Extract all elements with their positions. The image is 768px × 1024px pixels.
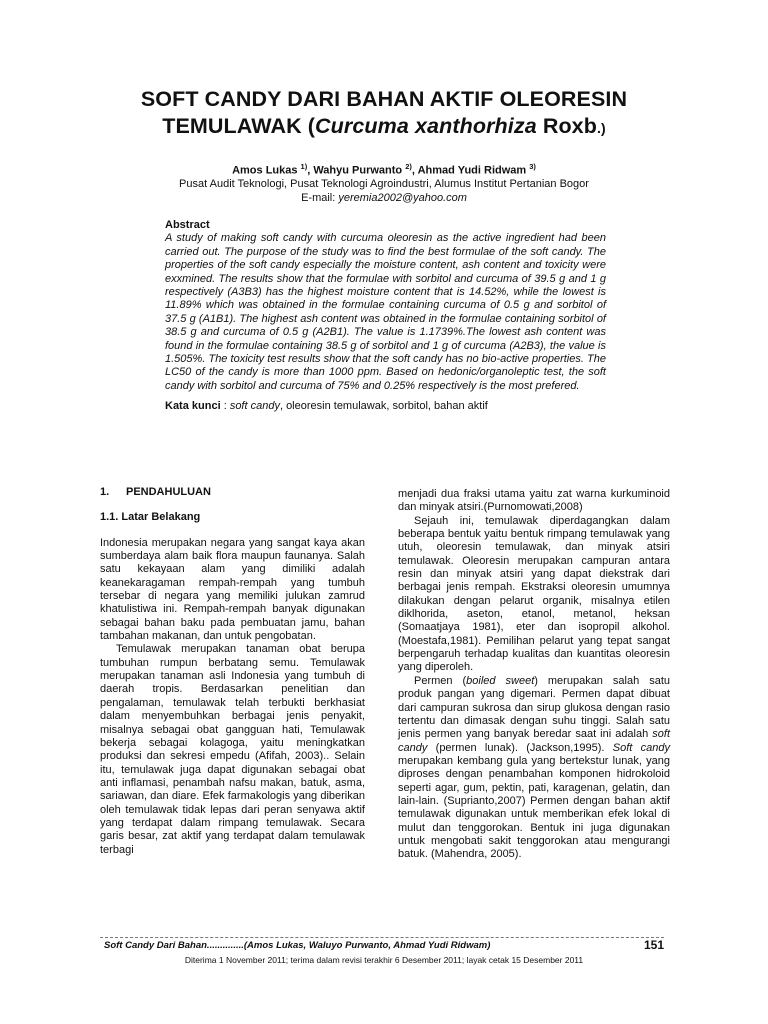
- author-3-mark: 3): [529, 162, 536, 171]
- keywords-label: Kata kunci: [165, 400, 221, 413]
- footer-divider: [100, 937, 664, 938]
- paragraph: Indonesia merupakan negara yang sangat kaya akan sumberdaya alam baik flora maupun faunanya. Salah satu kekayaan alam yang dimiliki adalah keanekaragaman rempah-rempah yang tumbuh tersebar di negara yang memiliki julukan zamrud khatulistiwa ini. Rempah-rempah banyak digunakan sebagai bahan baku pada pembuatan jamu, bahan tambahan makanan, dan untuk pengobatan.: [100, 536, 365, 643]
- page-number: 151: [643, 938, 664, 952]
- received-note: Diterima 1 November 2011; terima dalam revisi terakhir 6 Desember 2011; layak cetak 15 Desember 2011: [184, 955, 584, 965]
- author-list: [60, 160, 708, 178]
- title-line-1: SOFT CANDY DARI BAHAN AKTIF OLEORESIN: [140, 87, 628, 111]
- running-title: Soft Candy Dari Bahan..............(Amos Lukas, Waluyo Purwanto, Ahmad Yudi Ridwam): [104, 940, 491, 951]
- email-address: yeremia2002@yahoo.com: [338, 192, 467, 204]
- italic-term: soft candy: [398, 728, 670, 754]
- author-3: , Ahmad Yudi Ridwam: [411, 164, 530, 177]
- abstract-heading: Abstract: [165, 219, 210, 231]
- affiliation-block: [60, 177, 708, 205]
- section-title: PENDAHULUAN: [126, 486, 211, 498]
- paragraph-text: ) merupakan salah satu produk pangan yang digemari. Permen dapat dibuat dari campuran sukrosa dan sirup glukosa dengan rasio tertentu dan dimasak dengan suhu tinggi. Salah satu jenis permen yang banyak beredar saat ini adalah: [398, 674, 670, 741]
- title-line-2: [60, 113, 708, 142]
- section-number: 1.: [100, 486, 110, 498]
- paragraph: menjadi dua fraksi utama yaitu zat warna kurkuminoid dan minyak atsiri.(Purnomowati,2008): [398, 488, 670, 514]
- abstract-text: A study of making soft candy with curcuma oleoresin as the active ingredient had been carried out. The purpose of the study was to find the best formulae of the soft candy. The properties of the soft candy especially the moisture content, ash content and toxicity were exxmined. The results show that the formulae with sorbitol and curcuma of 39.5 g and 1 g respectively (A3B3) has the highest moisture content that is 14.52%, while the lowest is 11.89% which was obtained in the formulae containing curcuma of 0.5 g and sorbitol of 37.5 g (A1B1). The highest ash content was obtained in the formulae containing sorbitol of 38.5 g and curcuma of 0.5 g (A2B1). The value is 1.1739%.The lowest ash content was found in the formulae containing 38.5 g of sorbitol and 1 g of curcuma (A2B3), the value is 1.505%. The toxicity test results show that the soft candy has no bio-active properties. The LC50 of the candy is more than 1000 ppm. Based on hedonic/organoleptic test, the soft candy with sorbitol and curcuma of 75% and 0.25% respectively is the most prefered.: [165, 232, 606, 392]
- italic-term: boiled sweet: [466, 674, 535, 687]
- keywords-separator: :: [220, 400, 230, 413]
- right-column: [398, 488, 670, 862]
- title-line-2-start: TEMULAWAK (: [162, 114, 316, 138]
- abstract-section: [165, 219, 606, 414]
- italic-term: Soft candy: [612, 741, 670, 754]
- author-2-mark: 2): [405, 162, 412, 171]
- title-closing: .): [596, 120, 606, 136]
- paragraph-text: merupakan kembang gula yang bertekstur lunak, yang diproses dengan penambahan komponen hidrokoloid seperti agar, gum, pektin, pati, karagenan, gelatin, dan lain-lain. (Suprianto,2007) Permen dengan bahan aktif temulawak digunakan untuk memberikan efek lokal di mulut dan tenggorokan. Bentuk ini juga digunakan untuk mengobati sakit tenggorokan atau mengurangi batuk. (Mahendra, 2005).: [398, 754, 670, 861]
- author-1-mark: 1): [300, 162, 308, 171]
- author-2: , Wahyu Purwanto: [307, 164, 406, 177]
- paragraph-text: (permen lunak). (Jackson,1995).: [427, 741, 613, 754]
- paragraph: Sejauh ini, temulawak diperdagangkan dalam beberapa bentuk yaitu bentuk rimpang temulawak yang utuh, oleoresin temulawak, dan minyak atsiri temulawak. Oleoresin merupakan campuran antara resin dan minyak atsiri yang dapat diekstrak dari berbagai jenis rempah. Ekstraksi oleoresin umumnya dilakukan dengan pelarut organik, misalnya etilen diklhorida, aseton, etanol, metanol, heksan (Somaatjaya 1981), eter dan isopropil alkohol.(Moestafa,1981). Pemilihan pelarut yang tepat sangat berpengaruh terhadap kualitas dan kuantitas oleoresin yang diperoleh.: [398, 514, 670, 674]
- paragraph: [398, 675, 670, 862]
- title-species-name: Curcuma xanthorhiza: [315, 114, 537, 138]
- section-heading: [100, 486, 365, 499]
- keywords-rest: , oleoresin temulawak, sorbitol, bahan aktif: [279, 400, 488, 413]
- author-1: Amos Lukas: [232, 164, 301, 177]
- keyword-soft-candy: soft candy: [229, 400, 280, 413]
- affiliation: Pusat Audit Teknologi, Pusat Teknologi Agroindustri, Alumus Institut Pertanian Bogor: [179, 178, 589, 190]
- left-column: [100, 486, 365, 857]
- paragraph: Temulawak merupakan tanaman obat berupa tumbuhan rumpun berbatang semu. Temulawak merupakan tanaman asli Indonesia yang tumbuh di daerah tropis. Berdasarkan penelitian dan pengalaman, temulawak telah terbukti berkhasiat dalam menyembuhkan berbagai jenis penyakit, misalnya sebagai obat gangguan hati, Temulawak bekerja sebagai kolagoga, yaitu meningkatkan produksi dan sekresi empedu (Afifah, 2003).. Selain itu, temulawak juga dapat digunakan sebagai obat anti inflamasi, penambah nafsu makan, batuk, asma, sariawan, dan diare. Efek farmakologis yang diberikan oleh temulawak tidak lepas dari peran senyawa aktif yang terdapat dalam rimpang temulawak. Secara garis besar, zat aktif yang terdapat dalam temulawak terbagi: [100, 643, 365, 856]
- subsection-heading: 1.1. Latar Belakang: [100, 511, 201, 524]
- email-line: [60, 191, 708, 205]
- paragraph-text: Permen (: [414, 674, 467, 687]
- keywords: [165, 400, 606, 413]
- email-label: E-mail:: [301, 192, 339, 204]
- paper-title: [60, 86, 708, 142]
- title-author-abbrev: Roxb: [536, 114, 597, 138]
